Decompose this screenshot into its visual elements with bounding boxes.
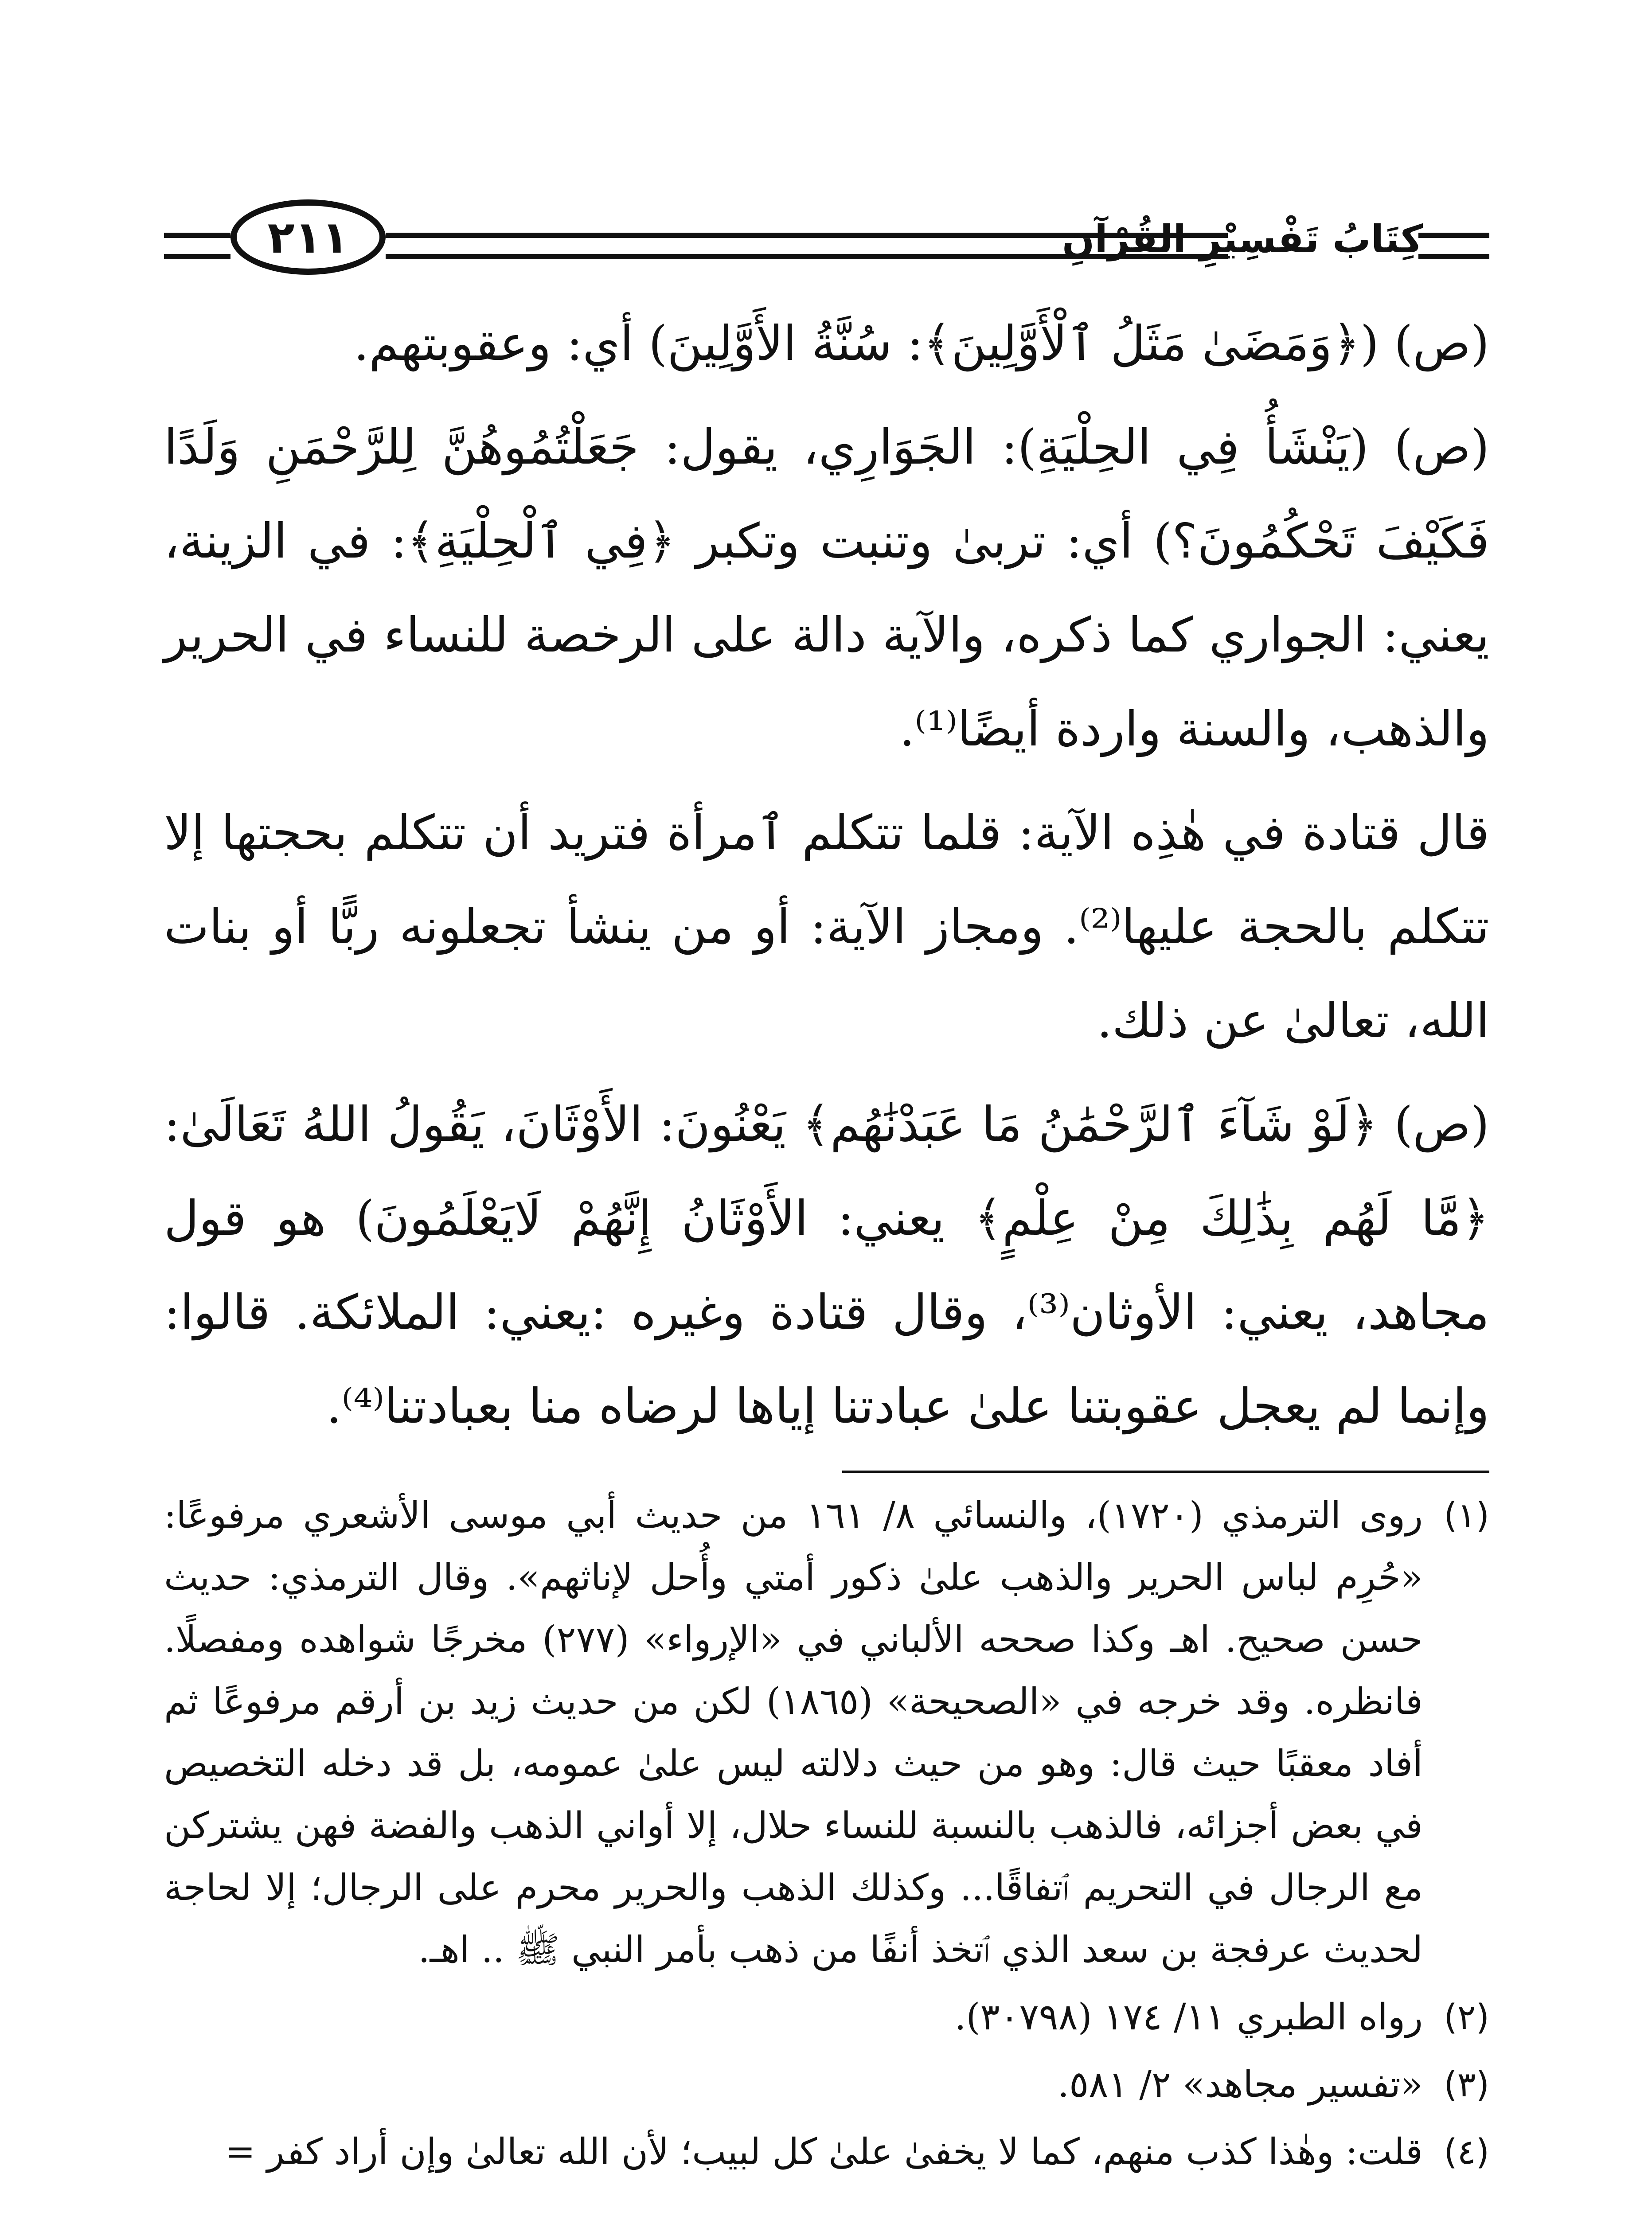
paragraph: (ص) (﴿وَمَضَىٰ مَثَلُ ٱلْأَوَّلِينَ﴾: سُنَّةُ الأَوَّلِينَ) أي: وعقوبتهم.: [353, 316, 1489, 371]
paragraph: (ص) ﴿لَوْ شَآءَ ٱلرَّحْمَٰنُ مَا عَبَدْنَٰهُم﴾ يَعْنُونَ: الأَوْثَانَ، يَقُولُ اللهُ تَعَالَىٰ: ﴿مَّا لَهُم بِذَٰلِكَ مِنْ عِلْمٍ﴾ يعني: الأَوْثَانُ إِنَّهُمْ لَايَعْلَمُونَ) هو قول مجاهد، يعني: الأوثان⁽³⁾، وقال قتادة وغيره :يعني: الملائكة. قالوا: وإنما لم يعجل عقوبتنا علىٰ عبادتنا إياها لرضاه منا بعبادتنا⁽⁴⁾.: [164, 1097, 1489, 1434]
footnote: [164, 1986, 1489, 2048]
footnote: [164, 2121, 1489, 2183]
footnote-separator: [842, 1471, 1489, 1473]
footnote-text: رواه الطبري ١١/ ١٧٤ (٣٠٧٩٨).: [954, 1996, 1423, 2038]
footnote-number: (١): [1444, 1496, 1489, 1536]
header-rule-right: [1418, 233, 1489, 259]
footnote-number: (٢): [1444, 1998, 1489, 2037]
footnote: [164, 2054, 1489, 2116]
header-rule-left: [164, 233, 230, 259]
page-header: [164, 177, 1489, 284]
main-text: [164, 297, 1489, 1463]
page-number-badge: [230, 199, 386, 275]
footnote-text: روى الترمذي (١٧٢٠)، والنسائي ٨/ ١٦١ من حديث أبي موسى الأشعري مرفوعًا: «حُرِم لباس الحرير والذهب علىٰ ذكور أمتي وأُحل لإناثهم». وقال الترمذي: حديث حسن صحيح. اهـ وكذا صححه الألباني في «الإرواء» (٢٧٧) مخرجًا شواهده ومفصلًا. فانظره. وقد خرجه في «الصحيحة» (١٨٦٥) لكن من حديث زيد بن أرقم مرفوعًا ثم أفاد معقبًا حيث قال: وهو من حيث دلالته ليس علىٰ عمومه، بل قد دخله التخصيص في بعض أجزائه، فالذهب بالنسبة للنساء حلال، إلا أواني الذهب والفضة فهن يشتركن مع الرجال في التحريم ٱتفاقًا... وكذلك الذهب والحرير محرم على الرجال؛ إلا لحاجة لحديث عرفجة بن سعد الذي ٱتخذ أنفًا من ذهب بأمر النبي ﷺ .. اهـ.: [164, 1494, 1423, 1971]
running-title: كِتَابُ تَفْسِيْرِ القُرْآنِ: [1062, 217, 1423, 261]
footnote-number: (٤): [1444, 2132, 1489, 2172]
paragraph: قال قتادة في هٰذِه الآية: قلما تتكلم ٱمرأة فتريد أن تتكلم بحجتها إلا تتكلم بالحجة عليها⁽²⁾. ومجاز الآية: أو من ينشأ تجعلونه ربًّا أو بنات الله، تعالىٰ عن ذلك.: [164, 805, 1489, 1049]
footnote-number: (٣): [1444, 2065, 1489, 2105]
footnote: [164, 1485, 1489, 1981]
paragraph: (ص) (يَنْشَأُ فِي الحِلْيَةِ): الجَوَارِي، يقول: جَعَلْتُمُوهُنَّ لِلرَّحْمَنِ وَلَدًا فَكَيْفَ تَحْكُمُونَ؟) أي: تربىٰ وتنبت وتكبر ﴿فِي ٱلْحِلْيَةِ﴾: في الزينة، يعني: الجواري كما ذكره، والآية دالة على الرخصة للنساء في الحرير والذهب، والسنة واردة أيضًا⁽¹⁾.: [164, 420, 1489, 757]
footnote-text: قلت: وهٰذا كذب منهم، كما لا يخفىٰ علىٰ كل لبيب؛ لأن الله تعالىٰ وإن أراد كفر =: [225, 2131, 1423, 2173]
page-number: ٢١١: [267, 211, 349, 263]
footnotes: [164, 1485, 1489, 2189]
footnote-text: «تفسير مجاهد» ٢/ ٥٨١.: [1057, 2064, 1423, 2106]
